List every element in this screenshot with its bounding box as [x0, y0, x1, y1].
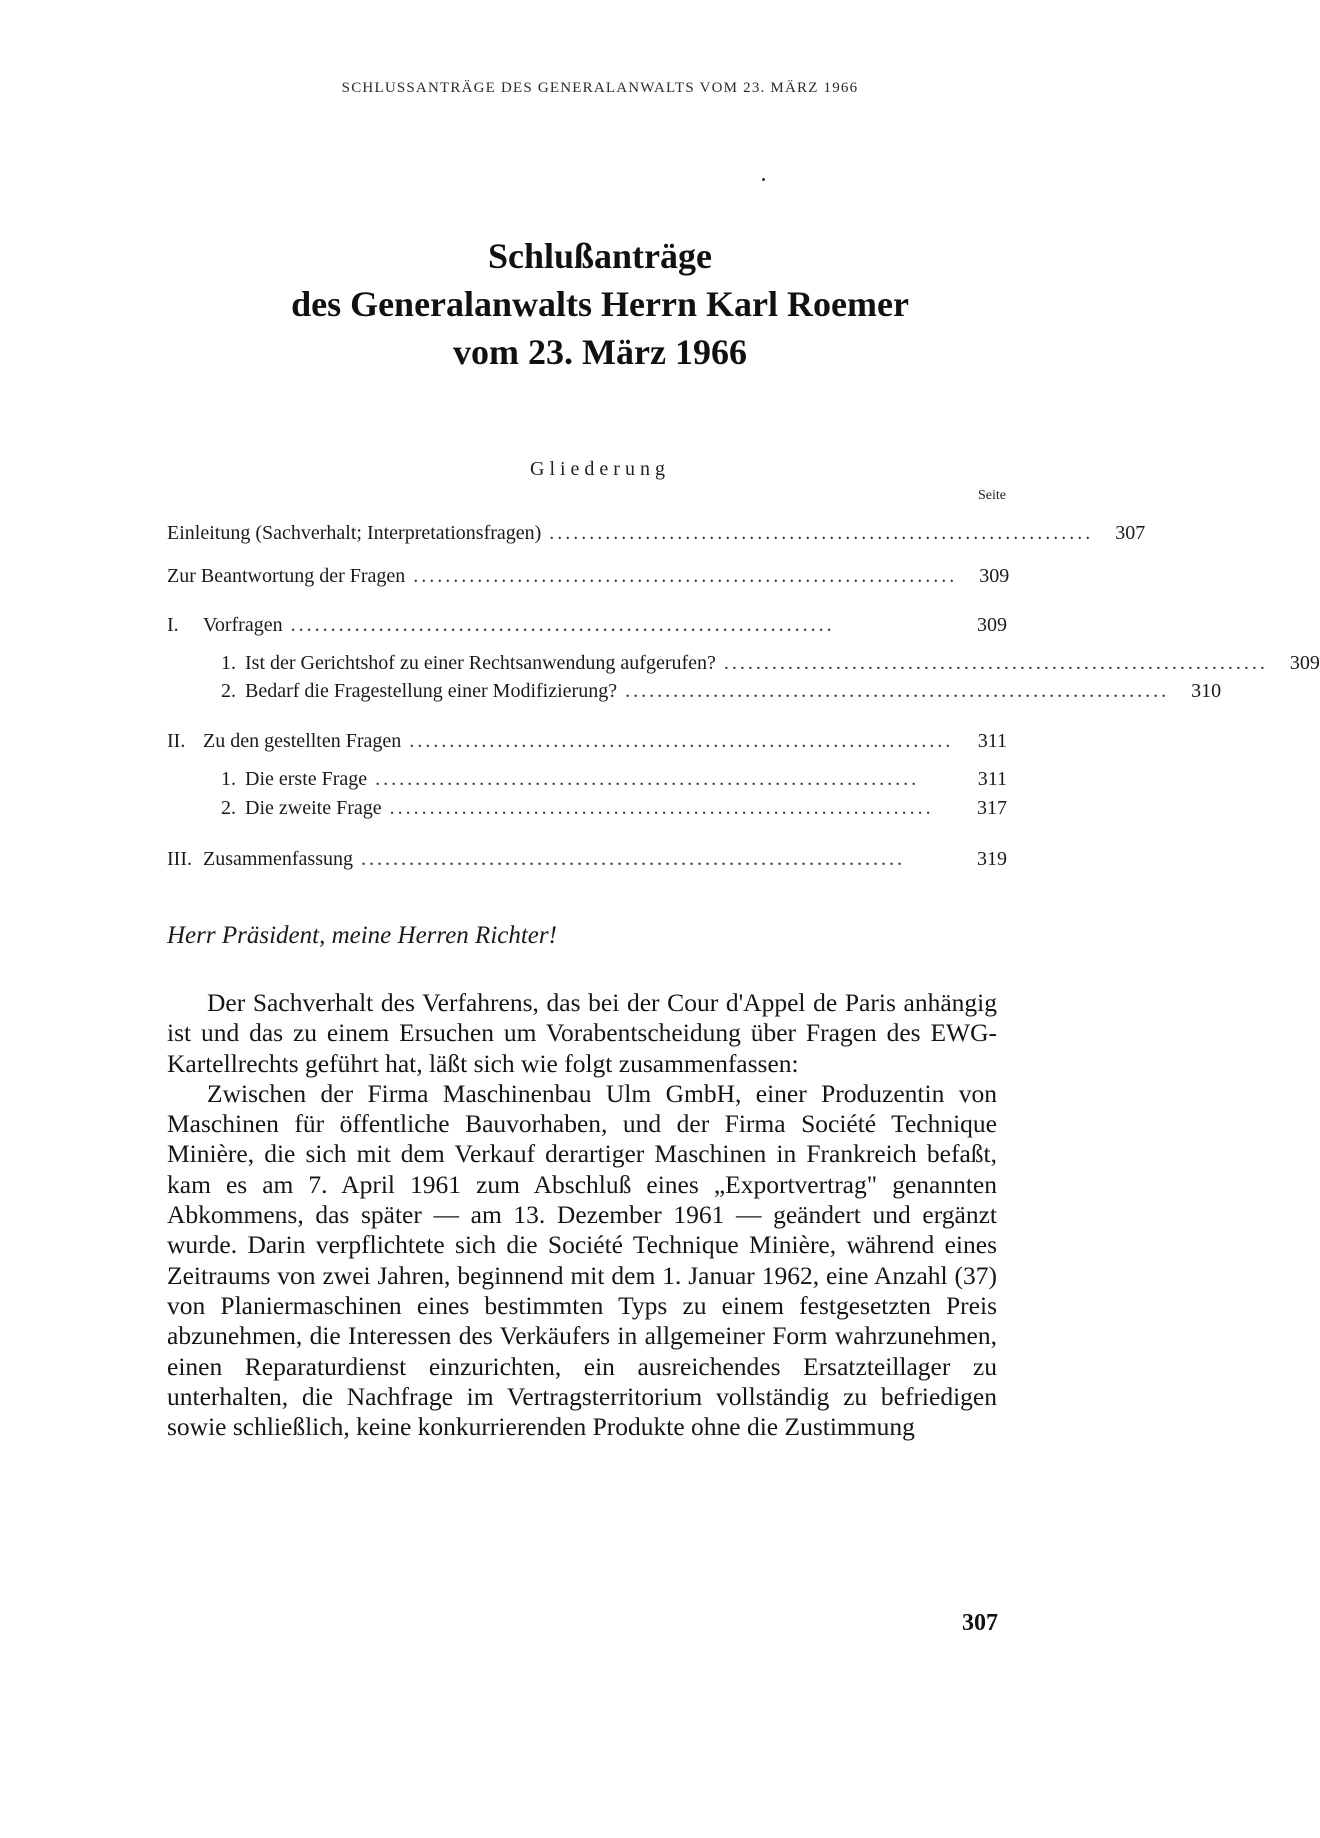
toc-entry-number: 2. [221, 680, 236, 702]
toc-leader-dots: .................................................................... [549, 522, 1094, 544]
toc-entry-page: 311 [977, 768, 1007, 790]
toc-entry-label: Vorfragen [203, 614, 283, 636]
toc-entry-page: 310 [1191, 680, 1222, 702]
toc-page-column-label: Seite [978, 488, 1006, 503]
title-line-2: des Generalanwalts Herrn Karl Roemer [291, 284, 909, 324]
title-line-1: Schlußanträge [487, 236, 713, 276]
toc-entry-label: Zusammenfassung [203, 848, 353, 870]
toc-entry [167, 565, 1010, 595]
toc-entry-label: Zu den gestellten Fragen [203, 730, 402, 752]
running-head: SCHLUSSANTRÄGE DES GENERALANWALTS VOM 23. MÄRZ 1966 [341, 80, 859, 96]
toc-entry [167, 797, 1007, 827]
toc-heading: Gliederung [530, 458, 670, 480]
paragraph: Der Sachverhalt des Verfahrens, das bei der Cour d'Appel de Paris anhängig ist und das zu einem Ersuchen um Vorabentscheidung über Fragen des EWG-Kartellrechts geführt hat, läßt sich wie folgt zusammenfassen: [167, 988, 997, 1078]
toc-entry-label: Die zweite Frage [245, 797, 382, 819]
toc-entry-label: Die erste Frage [245, 768, 368, 790]
toc-entry-label: Zur Beantwortung der Fragen [167, 565, 406, 587]
toc-entry-page: 307 [1115, 522, 1146, 544]
toc-leader-dots: .................................................................... [625, 680, 1170, 702]
toc-leader-dots: .................................................................... [360, 848, 905, 870]
toc-entry-number: 2. [221, 797, 236, 819]
toc-entry [167, 730, 1007, 760]
toc-entry [167, 680, 1222, 710]
toc-entry-label: Ist der Gerichtshof zu einer Rechtsanwendung aufgerufen? [245, 652, 716, 674]
toc-leader-dots: .................................................................... [375, 768, 920, 790]
toc-entry-label: Bedarf die Fragestellung einer Modifizierung? [245, 680, 618, 702]
toc-leader-dots: .................................................................... [413, 565, 958, 587]
toc-entry-page: 309 [979, 565, 1010, 587]
toc-leader-dots: .................................................................... [290, 614, 835, 636]
page-number: 307 [962, 1610, 998, 1636]
toc-entry-number: 1. [221, 652, 236, 674]
toc-leader-dots: .................................................................... [389, 797, 934, 819]
toc-entry-page: 311 [977, 730, 1007, 752]
title-line-3: vom 23. März 1966 [453, 332, 747, 372]
toc-entry-label: Einleitung (Sachverhalt; Interpretationsfragen) [167, 522, 542, 544]
toc-entry-page: 309 [977, 614, 1007, 636]
toc-entry [167, 652, 1320, 682]
salutation: Herr Präsident, meine Herren Richter! [167, 922, 557, 949]
paragraph: Zwischen der Firma Maschinenbau Ulm GmbH, einer Produzentin von Maschinen für öffentliche Bauvorhaben, und der Firma Société Technique Minière, die sich mit dem Verkauf derartiger Maschinen in Frankreich befaßt, kam es am 7. April 1961 zum Abschluß eines „Exportvertrag" genannten Abkommens, das später — am 13. Dezember 1961 — geändert und ergänzt wurde. Darin verpflichtete sich die Société Technique Minière, während eines Zeitraums von zwei Jahren, beginnend mit dem 1. Januar 1962, eine Anzahl (37) von Planiermaschinen eines bestimmten Typs zu einem festgesetzten Preis abzunehmen, die Interessen des Verkäufers in allgemeiner Form wahrzunehmen, einen Reparaturdienst einzurichten, ein ausreichendes Ersatzteillager zu unterhalten, die Nachfrage im Vertragsterritorium vollständig zu befriedigen sowie schließlich, keine konkurrierenden Produkte ohne die Zustimmung [167, 1078, 997, 1442]
toc-entry [167, 614, 1007, 644]
toc-entry-number: I. [167, 614, 179, 636]
document-title [0, 232, 1200, 376]
toc-entry [167, 522, 1146, 552]
toc-leader-dots: .................................................................... [409, 730, 954, 752]
body-text [167, 988, 997, 1442]
toc-entry [167, 768, 1007, 798]
toc-entry [167, 848, 1007, 878]
toc-entry-number: III. [167, 848, 192, 870]
toc-entry-page: 309 [1289, 652, 1320, 674]
toc-entry-number: 1. [221, 768, 236, 790]
toc-entry-number: II. [167, 730, 186, 752]
toc-leader-dots: .................................................................... [723, 652, 1268, 674]
decorative-dot [762, 178, 765, 181]
toc-entry-page: 319 [977, 848, 1007, 870]
toc-entry-page: 317 [977, 797, 1007, 819]
